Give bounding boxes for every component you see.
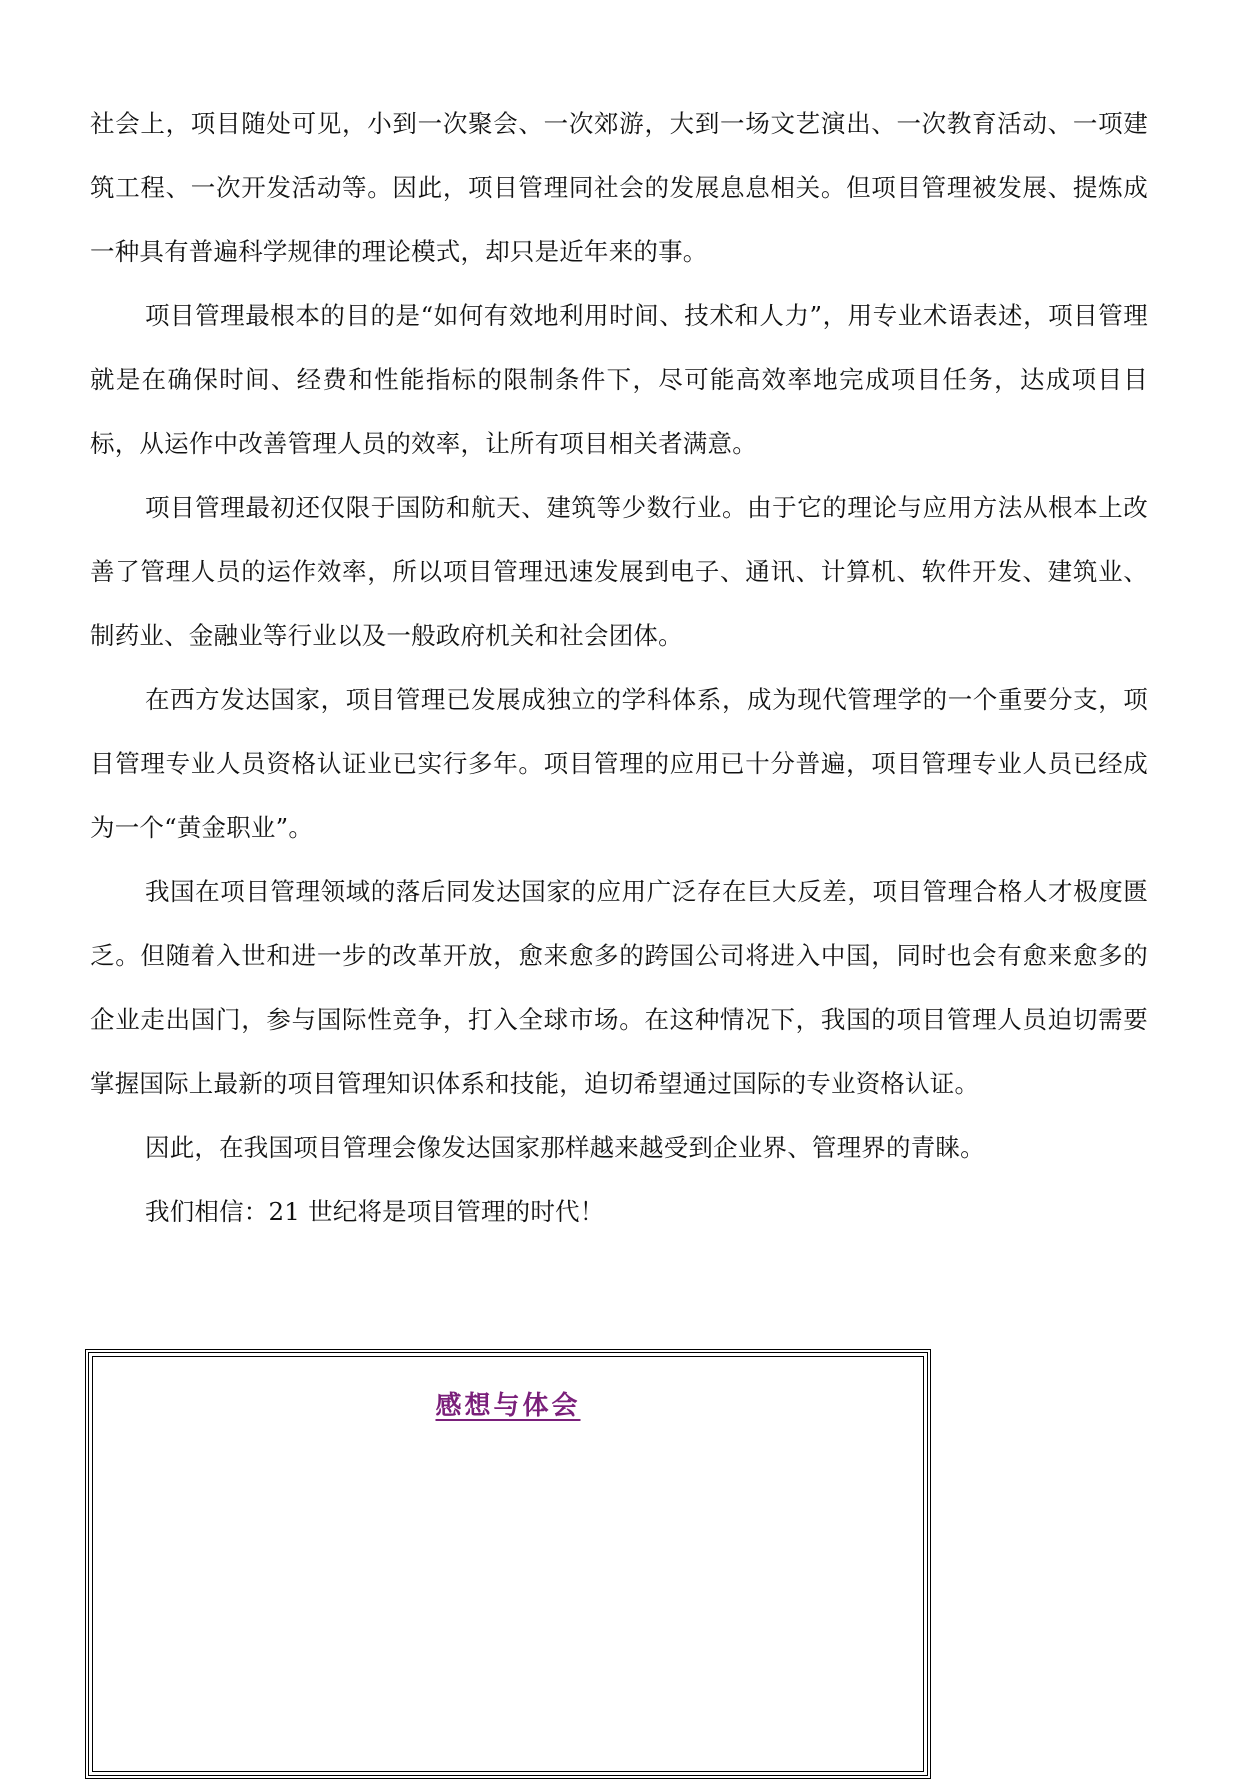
paragraph-6: 因此，在我国项目管理会像发达国家那样越来越受到企业界、管理界的青睐。 — [145, 1133, 985, 1162]
paragraph-3: 项目管理最初还仅限于国防和航天、建筑等少数行业。由于它的理论与应用方法从根本上改善了管理人员的运作效率，所以项目管理迅速发展到电子、通讯、计算机、软件开发、建筑业、制药业、金融业等行业以及一般政府机关和社会团体。 — [90, 493, 1148, 650]
paragraph-4: 在西方发达国家，项目管理已发展成独立的学科体系，成为现代管理学的一个重要分支，项目管理专业人员资格认证业已实行多年。项目管理的应用已十分普遍，项目管理专业人员已经成为一个“黄金职业”。 — [90, 685, 1148, 842]
paragraph-2: 项目管理最根本的目的是“如何有效地利用时间、技术和人力”，用专业术语表述，项目管理就是在确保时间、经费和性能指标的限制条件下，尽可能高效率地完成项目任务，达成项目目标，从运作中改善管理人员的效率，让所有项目相关者满意。 — [90, 301, 1148, 458]
reflection-notes-box — [85, 1349, 931, 1779]
document-body — [90, 92, 1148, 1244]
paragraph-5: 我国在项目管理领域的落后同发达国家的应用广泛存在巨大反差，项目管理合格人才极度匮乏。但随着入世和进一步的改革开放，愈来愈多的跨国公司将进入中国，同时也会有愈来愈多的企业走出国门，参与国际性竞争，打入全球市场。在这种情况下，我国的项目管理人员迫切需要掌握国际上最新的项目管理知识体系和技能，迫切希望通过国际的专业资格认证。 — [90, 877, 1148, 1098]
paragraph-1: 社会上，项目随处可见，小到一次聚会、一次郊游，大到一场文艺演出、一次教育活动、一项建筑工程、一次开发活动等。因此，项目管理同社会的发展息息相关。但项目管理被发展、提炼成一种具有普遍科学规律的理论模式，却只是近年来的事。 — [90, 109, 1148, 266]
paragraph-7: 我们相信：21 世纪将是项目管理的时代！ — [145, 1197, 605, 1226]
notes-box-title[interactable]: 感想与体会 — [435, 1391, 581, 1421]
